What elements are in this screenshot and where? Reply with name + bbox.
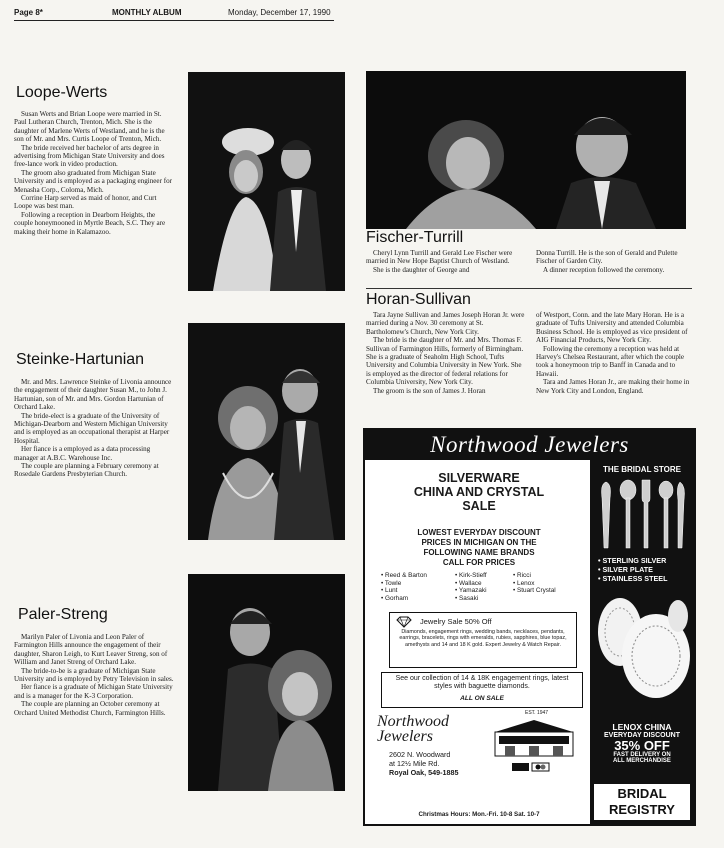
brand-item: • Sasaki (455, 594, 479, 602)
brand-item: • Ricci (513, 572, 531, 579)
paragraph: Tara Jayne Sullivan and James Joseph Horan Jr. were married during a Nov. 30 ceremony at St. Bartholomew's Church, New York City. (366, 311, 525, 336)
paragraph: Cheryl Lynn Turrill and Gerald Lee Fischer were married in New Hope Baptist Church of Westland. (366, 249, 513, 266)
paragraph: Tara and James Horan Jr., are making their home in New York City and London, England. (536, 378, 690, 395)
paragraph: The bride-elect is a graduate of the University of Michigan-Dearborn and Western Michigan University and is employed as an occupational therapist at Harper Hospital. (14, 411, 170, 445)
headline-loope-werts: Loope-Werts (16, 84, 108, 101)
paragraph: She is the daughter of George and (373, 265, 470, 274)
ad-side-panel (590, 460, 694, 824)
paragraph: The groom also graduated from Michigan State University and is employed as a packaging engineer for Menasha Corp., Coloma, Mich. (14, 168, 172, 194)
lenox-line: ALL MERCHANDISE (613, 758, 671, 764)
china-plates-image (594, 586, 690, 712)
ad-headline-line: SALE (462, 499, 496, 513)
ad-headline (375, 471, 583, 513)
page-header (0, 6, 724, 22)
address-line: 2602 N. Woodward (389, 750, 451, 759)
ad-address (389, 750, 499, 777)
ad-headline-line: SILVERWARE (438, 471, 520, 485)
photo-steinke-hartunian (188, 323, 345, 540)
lenox-discount: 35% OFF (614, 738, 670, 753)
ad-brands-col2 (455, 572, 519, 602)
ad-sale-text: Diamonds, engagement rings, wedding bands, necklaces, pendants, earrings, bracelets, rings with emeralds, rubies, sapphires, blue topaz, amethysts and 14 and 18 K gold. Expert Jewelry & Watch Repair. (399, 629, 567, 648)
divider (366, 288, 692, 289)
northwood-jewelers-ad (363, 428, 696, 826)
address-line: at 12½ Mile Rd. (389, 759, 440, 768)
brand-item: • Gorham (381, 594, 409, 602)
ad-logo: Northwood Jewelers (430, 432, 629, 457)
ad-sale-title: Jewelry Sale 50% Off (420, 617, 492, 626)
photo-loope-werts (188, 72, 345, 291)
page-number: Page 8* (14, 8, 43, 17)
ad-all-on-sale: ALL ON SALE (460, 695, 504, 702)
paragraph: Following the ceremony a reception was held at Harvey's Chelsea Restaurant, after which the couple took a honeymoon trip to Banff in Canada and to Hawaii. (536, 344, 685, 378)
ad-headline-line: CHINA AND CRYSTAL (413, 485, 545, 499)
ad-jewelry-sale-box (389, 612, 577, 668)
article-fischer-col2 (536, 249, 692, 274)
paragraph: A dinner reception followed the ceremony. (543, 265, 665, 274)
registry-line: BRIDAL (617, 786, 667, 801)
paragraph: of Westport, Conn. and the late Mary Horan. He is a graduate of Tufts University and attended Columbia Business School. He is employed as vice president of AIG Financial Products, New York City. (536, 311, 688, 345)
lenox-line: EVERYDAY DISCOUNT (604, 732, 680, 739)
ad-main-panel (375, 468, 583, 786)
brand-item: • Towle (381, 579, 402, 587)
paragraph: The bride is the daughter of Mr. and Mrs. Thomas F. Sullivan of Farmington Hills, formerly of Birmingham. She is a graduate of Seaholm High School, Tufts University and Columbia University in New York. She is employed as the director of federal relations for Columbia University, New York City. (366, 336, 524, 387)
ad-bridal-store: THE BRIDAL STORE (603, 465, 681, 474)
ad-established: EST. 1947 (525, 710, 549, 716)
paragraph: Her fiance is a employed as a data processing manager at A.B.C. Warehouse Inc. (14, 445, 151, 462)
photo-paler-streng (188, 574, 345, 791)
ad-banner (365, 430, 694, 460)
ad-discount-text (375, 528, 583, 568)
ad-footer-logo: Northwood Jewelers (377, 713, 450, 745)
paragraph: Marilyn Paler of Livonia and Leon Paler of Farmington Hills announce the engagement of their daughter, Sharon Leigh, to Kurt Leaver Streng, son of William and Janet Streng of Orchard Lake. (14, 633, 168, 667)
photo-fischer-turrill (366, 71, 686, 229)
headline-steinke-hartunian: Steinke-Hartunian (16, 351, 145, 368)
headline-fischer-turrill: Fischer-Turrill (366, 229, 464, 246)
ad-bridal-registry (594, 784, 690, 820)
ad-silver-list (598, 556, 694, 583)
silver-item: • STERLING SILVER (598, 556, 667, 565)
article-horan-col2 (536, 311, 696, 395)
ad-collection-text: See our collection of 14 & 18K engagement rings, latest styles with baguette diamonds. (395, 675, 569, 691)
lenox-line: LENOX CHINA (612, 722, 672, 732)
diamond-icon (396, 616, 412, 628)
paragraph: The couple are planning a February ceremony at Rosedale Gardens Presbyterian Church. (14, 462, 159, 479)
paragraph: Corrine Harp served as maid of honor, and Curt Loope was best man. (14, 194, 157, 211)
article-paler-streng (14, 633, 174, 717)
silver-item: • SILVER PLATE (598, 565, 653, 574)
header-rule (14, 20, 334, 21)
brand-item: • Lenox (513, 579, 535, 587)
credit-cards-icon (511, 762, 551, 772)
ad-discount-line: LOWEST EVERYDAY DISCOUNT (417, 528, 541, 537)
section-name: MONTHLY ALBUM (112, 8, 182, 17)
storefront-icon (493, 718, 575, 758)
paragraph: Donna Turrill. He is the son of Gerald and Pulette Fischer of Garden City. (536, 249, 678, 266)
headline-horan-sullivan: Horan-Sullivan (366, 291, 471, 308)
lenox-line: FAST DELIVERY ON (613, 752, 671, 758)
address-line: Royal Oak, 549-1885 (389, 768, 459, 777)
paragraph: The bride received her bachelor of arts degree in advertising from Michigan State University and does free-lance work in video production. (14, 143, 165, 169)
headline-paler-streng: Paler-Streng (18, 606, 108, 623)
brand-item: • Yamazaki (455, 587, 487, 595)
ad-collection-box (381, 672, 583, 708)
paragraph: The bride-to-be is a graduate of Michigan State University and is employed by Petry Television in sales. (14, 666, 174, 684)
paragraph: The couple are planning an October ceremony at Orchard United Methodist Church, Farmington Hills. (14, 700, 166, 717)
article-steinke-hartunian (14, 378, 174, 479)
brand-item: • Wallace (455, 579, 482, 587)
brand-item: • Kirk-Stieff (455, 572, 487, 579)
article-horan-col1 (366, 311, 527, 395)
ad-discount-line: PRICES IN MICHIGAN ON THE (421, 538, 537, 547)
brand-item: • Lunt (381, 587, 398, 595)
ad-brands-col1 (381, 572, 455, 602)
silver-item: • STAINLESS STEEL (598, 574, 668, 583)
paragraph: The groom is the son of James J. Horan (373, 386, 486, 395)
brand-item: • Stuart Crystal (513, 587, 556, 595)
article-loope-werts (14, 110, 174, 236)
ad-discount-line: FOLLOWING NAME BRANDS (423, 548, 535, 557)
ad-brands-col3 (513, 572, 583, 595)
silverware-image (594, 478, 690, 550)
article-fischer-col1 (366, 249, 526, 274)
paragraph: Susan Werts and Brian Loope were married in St. Paul Lutheran Church, Trenton, Mich. She is the daughter of Marlene Werts of Westland, and he is the son of Mr. and Mrs. Curtis Loope of Trenton, Mich. (14, 110, 165, 144)
paragraph: Mr. and Mrs. Lawrence Steinke of Livonia announce the engagement of their daughter Susan M., to John J. Hartunian, son of Mr. and Mrs. Gordon Hartunian of Orchard Lake. (14, 378, 172, 412)
issue-date: Monday, December 17, 1990 (228, 8, 331, 17)
brand-item: • Reed & Barton (381, 572, 427, 579)
registry-line: REGISTRY (609, 802, 675, 817)
ad-hours: Christmas Hours: Mon.-Fri. 10-8 Sat. 10-7 (418, 811, 540, 818)
ad-discount-line: CALL FOR PRICES (442, 558, 516, 567)
paragraph: Following a reception in Dearborn Heights, the couple honeymooned in Myrtle Beach, S.C. They are making their home in Kalamazoo. (14, 210, 166, 236)
ad-lenox (590, 722, 694, 764)
paragraph: Her fiance is a graduate of Michigan State University and is a manager for the K-3 Corporation. (14, 683, 173, 700)
